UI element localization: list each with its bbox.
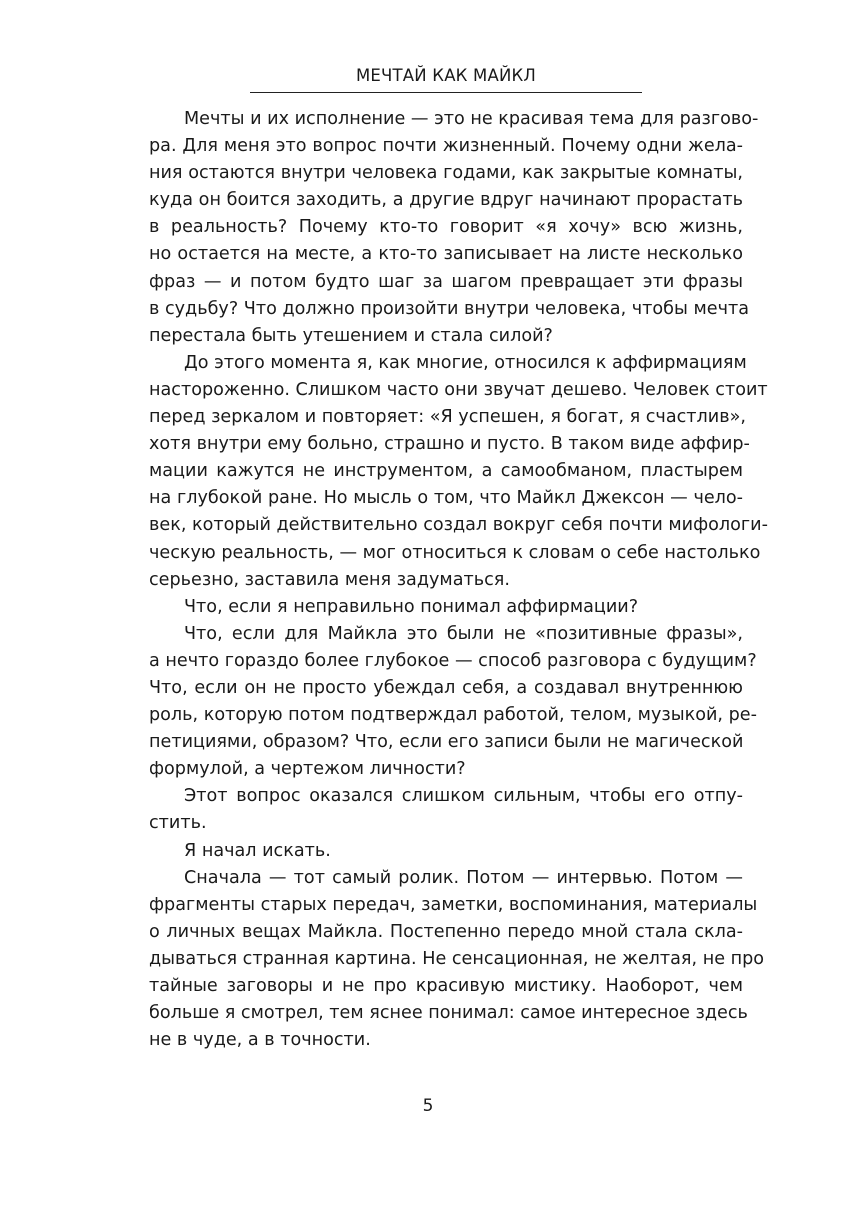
text-line: До этого момента я, как многие, относился к аффирмациям: [184, 352, 747, 373]
text-line: фраз — и потом будто шаг за шагом превращает эти фразы: [149, 271, 744, 292]
text-line: о личных вещах Майкла. Постепенно передо мной стала скла-: [149, 921, 744, 942]
paragraph: [149, 838, 743, 865]
text-line: роль, которую потом подтверждал работой, телом, музыкой, ре-: [149, 705, 757, 726]
text-line: но остается на месте, а кто-то записывает на листе несколько: [149, 244, 743, 265]
paragraph: [149, 350, 768, 594]
body-text: [149, 106, 768, 1054]
text-line: формулой, а чертежом личности?: [149, 759, 466, 780]
text-line: ния остаются внутри человека годами, как закрытые комнаты,: [149, 163, 744, 184]
text-line: ра. Для меня это вопрос почти жизненный. Почему одни жела-: [149, 136, 744, 157]
text-line: на глубокой ране. Но мысль о том, что Майкл Джексон — чело-: [149, 488, 744, 509]
text-line: стить.: [149, 813, 207, 834]
text-line: перед зеркалом и повторяет: «Я успешен, я богат, я счастлив»,: [149, 407, 746, 428]
text-line: в реальность? Почему кто-то говорит «я хочу» всю жизнь,: [149, 217, 744, 238]
text-line: Сначала — тот самый ролик. Потом — интервью. Потом —: [184, 867, 743, 888]
text-line: Что, если для Майкла это были не «позитивные фразы»,: [184, 623, 744, 644]
text-line: дываться странная картина. Не сенсационная, не желтая, не про: [149, 948, 765, 969]
text-line: тайные заговоры и не про красивую мистику. Наоборот, чем: [149, 976, 743, 996]
text-line: Что, если я неправильно понимал аффирмации?: [184, 596, 639, 617]
text-line: мации кажутся не инструментом, а самообманом, пластырем: [149, 461, 743, 482]
running-head: МЕЧТАЙ КАК МАЙКЛ: [355, 66, 537, 85]
text-line: настороженно. Слишком часто они звучат дешево. Человек стоит: [149, 379, 768, 400]
text-line: фрагменты старых передач, заметки, воспоминания, материалы: [149, 894, 758, 915]
text-line: а нечто гораздо более глубокое — способ разговора с будущим?: [149, 650, 757, 671]
text-line: не в чуде, а в точности.: [149, 1030, 371, 1051]
text-line: Мечты и их исполнение — это не красивая тема для разгово-: [184, 109, 759, 129]
text-line: Я начал искать.: [184, 840, 331, 861]
text-line: петициями, образом? Что, если его записи были не магической: [149, 732, 744, 753]
text-line: ческую реальность, — мог относиться к словам о себе настолько: [149, 542, 761, 563]
running-head-rule: [250, 92, 642, 93]
text-line: Этот вопрос оказался слишком сильным, чтобы его отпу-: [184, 786, 744, 807]
paragraph: [149, 621, 757, 784]
paragraph: [149, 594, 743, 621]
paragraph: [149, 865, 765, 1055]
text-line: век, который действительно создал вокруг себя почти мифологи-: [149, 515, 768, 536]
paragraph: [149, 783, 743, 837]
text-line: больше я смотрел, тем яснее понимал: самое интересное здесь: [149, 1003, 748, 1024]
paragraph: [149, 106, 759, 350]
text-line: Что, если он не просто убеждал себя, а создавал внутреннюю: [149, 677, 743, 698]
page-number: 5: [422, 1096, 434, 1116]
text-line: в судьбу? Что должно произойти внутри человека, чтобы мечта: [149, 298, 750, 319]
text-line: перестала быть утешением и стала силой?: [149, 325, 553, 346]
text-line: серьезно, заставила меня задуматься.: [149, 569, 510, 590]
text-line: хотя внутри ему больно, страшно и пусто. В таком виде аффир-: [149, 434, 750, 455]
text-line: куда он боится заходить, а другие вдруг начинают прорастать: [149, 190, 744, 211]
